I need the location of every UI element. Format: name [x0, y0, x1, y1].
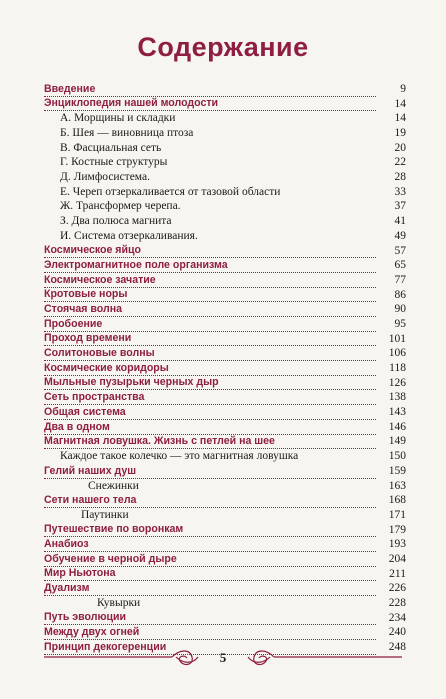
toc-entry-title: Г. Костные структуры — [60, 156, 168, 169]
toc-entry-page: 248 — [388, 641, 406, 654]
toc-entry — [44, 258, 406, 273]
toc-entry — [44, 185, 406, 200]
toc-entry — [44, 420, 406, 435]
toc-entry-page: 143 — [388, 406, 406, 419]
toc-entry-page: 14 — [394, 112, 406, 125]
toc-entry-page: 37 — [394, 200, 406, 213]
toc-entry — [44, 449, 406, 464]
toc-entry — [44, 376, 406, 391]
toc-entry — [44, 405, 406, 420]
toc-entry-title: Б. Шея — виновница птоза — [60, 127, 194, 140]
toc-entry-page: 77 — [394, 273, 406, 286]
toc-entry — [44, 302, 406, 317]
page-number: 5 — [219, 650, 227, 665]
toc-entry-title: Проход времени — [44, 332, 376, 346]
toc-entry-title: Космическое яйцо — [44, 244, 376, 258]
toc-entry-page: 211 — [389, 567, 406, 580]
toc-entry-page: 138 — [388, 391, 406, 404]
toc-entry — [44, 288, 406, 303]
toc-entry-page: 204 — [388, 552, 406, 565]
toc-entry-page: 228 — [388, 597, 406, 610]
toc-entry-page: 57 — [394, 244, 406, 257]
toc-entry-page: 193 — [388, 538, 406, 551]
toc-entry — [44, 552, 406, 567]
toc-entry-page: 65 — [394, 259, 406, 272]
table-of-contents — [44, 82, 406, 655]
toc-entry-page: 101 — [388, 332, 406, 345]
toc-entry-title: Снежинки — [88, 479, 139, 492]
toc-entry — [44, 567, 406, 582]
toc-entry — [44, 537, 406, 552]
toc-entry — [44, 390, 406, 405]
toc-entry-page: 168 — [388, 494, 406, 507]
toc-entry-title: Мыльные пузырьки черных дыр — [44, 376, 376, 390]
toc-entry-page: 14 — [394, 97, 406, 110]
toc-entry-title: Обучение в черной дыре — [44, 553, 376, 567]
toc-entry-title: Принцип декогеренции — [44, 641, 376, 655]
toc-entry — [44, 82, 406, 97]
toc-entry — [44, 479, 406, 494]
toc-entry-page: 41 — [394, 215, 406, 228]
toc-entry-page: 95 — [394, 317, 406, 330]
toc-entry-title: И. Система отзеркаливания. — [60, 229, 198, 242]
toc-entry-page: 90 — [394, 303, 406, 316]
toc-entry-page: 33 — [394, 185, 406, 198]
toc-entry-title: Стоячая волна — [44, 303, 376, 317]
toc-entry — [44, 229, 406, 244]
toc-entry — [44, 346, 406, 361]
toc-entry-title: Магнитная ловушка. Жизнь с петлей на шее — [44, 435, 376, 449]
toc-entry-page: 28 — [394, 171, 406, 184]
toc-entry-title: Введение — [44, 83, 376, 97]
toc-entry-title: Паутинки — [81, 508, 129, 521]
toc-entry — [44, 464, 406, 479]
toc-entry-page: 146 — [388, 420, 406, 433]
toc-entry — [44, 244, 406, 259]
toc-entry — [44, 332, 406, 347]
toc-entry-title: З. Два полюса магнита — [60, 215, 172, 228]
toc-entry-page: 118 — [389, 362, 406, 375]
toc-entry — [44, 97, 406, 112]
toc-entry — [44, 200, 406, 215]
toc-entry-title: Кротовые норы — [44, 288, 376, 302]
toc-entry-title: Электромагнитное поле организма — [44, 259, 376, 273]
toc-entry-title: Пробоение — [44, 318, 376, 332]
toc-entry — [44, 493, 406, 508]
toc-entry-title: Дуализм — [44, 582, 376, 596]
toc-entry-title: Между двух огней — [44, 626, 376, 640]
toc-entry — [44, 625, 406, 640]
toc-entry — [44, 581, 406, 596]
toc-entry-page: 9 — [400, 82, 406, 95]
toc-entry-title: Путешествие по воронкам — [44, 523, 376, 537]
toc-entry-title: Космическое зачатие — [44, 274, 376, 288]
toc-entry-title: Космические коридоры — [44, 362, 376, 376]
toc-entry-page: 49 — [394, 229, 406, 242]
toc-entry-title: Два в одном — [44, 421, 376, 435]
toc-entry — [44, 596, 406, 611]
toc-entry — [44, 214, 406, 229]
toc-entry — [44, 111, 406, 126]
toc-entry — [44, 435, 406, 450]
toc-entry-title: Кувырки — [97, 597, 141, 610]
toc-entry — [44, 523, 406, 538]
toc-entry-page: 240 — [388, 626, 406, 639]
toc-entry — [44, 155, 406, 170]
toc-entry-page: 159 — [388, 464, 406, 477]
toc-entry-title: Е. Череп отзеркаливается от тазовой области — [60, 185, 281, 198]
toc-entry — [44, 170, 406, 185]
toc-entry-page: 106 — [388, 347, 406, 360]
toc-entry — [44, 141, 406, 156]
page-footer — [0, 645, 446, 675]
toc-entry — [44, 611, 406, 626]
toc-entry-page: 163 — [388, 479, 406, 492]
toc-entry-title: Энциклопедия нашей молодости — [44, 97, 376, 111]
toc-entry-title: Каждое такое колечко — это магнитная ловушка — [60, 450, 299, 463]
toc-entry — [44, 361, 406, 376]
toc-entry-title: Д. Лимфосистема. — [60, 171, 150, 184]
toc-entry-title: В. Фасциальная сеть — [60, 141, 162, 154]
toc-entry-page: 22 — [394, 156, 406, 169]
toc-entry — [44, 317, 406, 332]
toc-entry-page: 126 — [388, 376, 406, 389]
toc-entry-page: 19 — [394, 127, 406, 140]
toc-entry-title: Ж. Трансформер черепа. — [60, 200, 181, 213]
toc-entry-title: Путь эволюции — [44, 611, 376, 625]
toc-entry-page: 179 — [388, 523, 406, 536]
toc-entry — [44, 273, 406, 288]
toc-entry-title: Солитоновые волны — [44, 347, 376, 361]
toc-entry-page: 20 — [394, 141, 406, 154]
toc-entry-title: Гелий наших душ — [44, 465, 376, 479]
page-title: Содержание — [137, 32, 309, 62]
toc-entry-page: 86 — [394, 288, 406, 301]
toc-entry-page: 226 — [388, 582, 406, 595]
toc-entry-title: Анабиоз — [44, 538, 376, 552]
toc-entry-title: Сети нашего тела — [44, 494, 376, 508]
toc-entry-page: 149 — [388, 435, 406, 448]
toc-entry-page: 171 — [388, 508, 406, 521]
toc-entry-title: А. Морщины и складки — [60, 112, 176, 125]
toc-entry-title: Мир Ньютона — [44, 567, 376, 581]
toc-entry-title: Сеть пространства — [44, 391, 376, 405]
toc-entry — [44, 126, 406, 141]
toc-entry-page: 234 — [388, 611, 406, 624]
toc-entry — [44, 508, 406, 523]
toc-entry-page: 150 — [388, 450, 406, 463]
toc-entry-title: Общая система — [44, 406, 376, 420]
